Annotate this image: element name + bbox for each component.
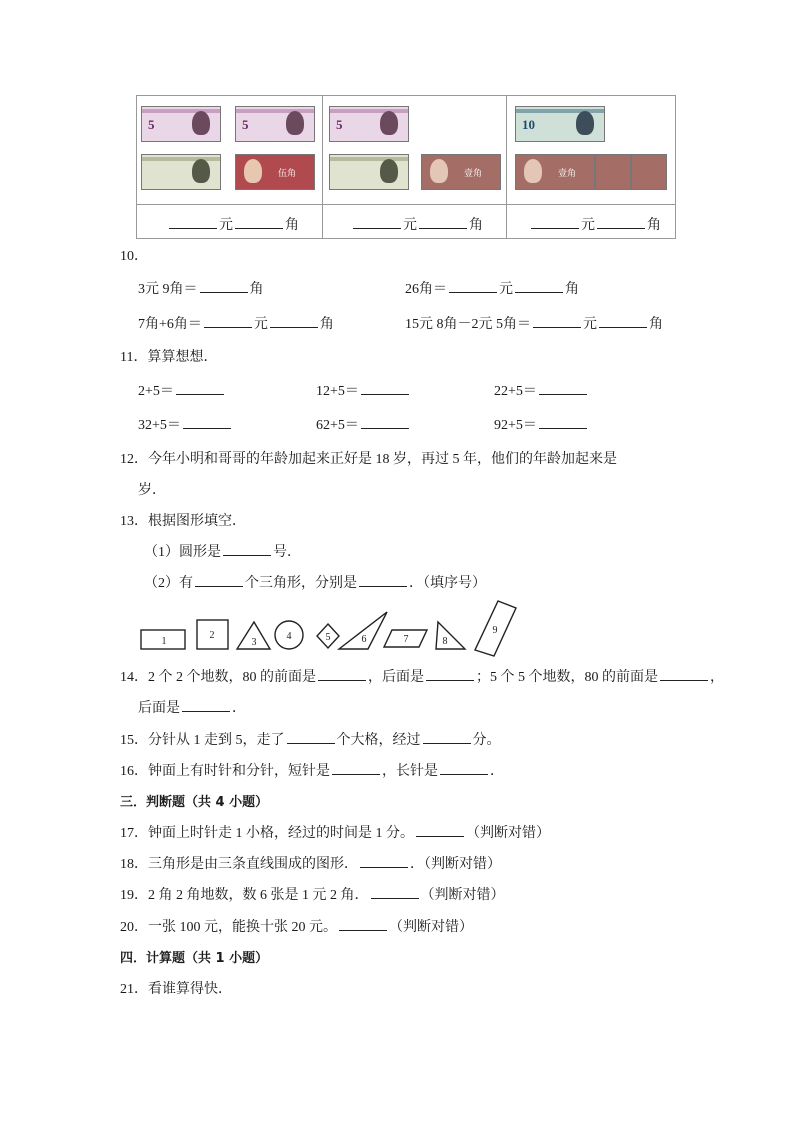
answer-blank[interactable] (204, 326, 252, 328)
question-10d: 15元 8角－2元 5角＝ 元 角 (405, 317, 663, 332)
answer-blank[interactable] (353, 227, 401, 229)
table-divider (322, 96, 323, 238)
answer-blank[interactable] (426, 679, 474, 681)
answer-blank[interactable] (361, 427, 409, 429)
answer-blank[interactable] (235, 227, 283, 229)
question-10b: 26角＝ 元 角 (405, 282, 579, 297)
question-16: 16．钟面上有时针和分针，短针是 ，长针是 ． (120, 764, 504, 779)
money-table (136, 95, 676, 239)
answer-blank[interactable] (660, 679, 708, 681)
question-11-item: 22+5＝ (494, 383, 589, 401)
money-answer-3: 元 角 (529, 214, 661, 234)
question-12-line2: 岁． (138, 483, 166, 498)
table-divider (137, 204, 675, 205)
banknote-1-jiao-partial (595, 154, 631, 190)
banknote-1-jiao: 壹角 (515, 154, 595, 190)
answer-blank[interactable] (440, 773, 488, 775)
answer-blank[interactable] (533, 326, 581, 328)
answer-blank[interactable] (361, 393, 409, 395)
answer-blank[interactable] (371, 897, 419, 899)
table-divider (506, 96, 507, 238)
answer-blank[interactable] (270, 326, 318, 328)
banknote-5-jiao: 伍角 (235, 154, 315, 190)
question-10-number: 10． (120, 249, 148, 264)
question-11-item: 12+5＝ (316, 383, 411, 401)
shape-label: 7 (403, 634, 409, 645)
answer-blank[interactable] (182, 710, 230, 712)
question-11-title: 11．算算想想． (120, 350, 218, 365)
question-19: 19．2 角 2 角地数，数 6 张是 1 元 2 角． （判断对错） (120, 888, 505, 903)
banknote-1-jiao-partial (631, 154, 667, 190)
shape-triangle (436, 622, 465, 649)
answer-blank[interactable] (531, 227, 579, 229)
question-13-title: 13．根据图形填空． (120, 514, 246, 529)
question-20: 20．一张 100 元，能换十张 20 元。 （判断对错） (120, 920, 473, 935)
answer-blank[interactable] (416, 835, 464, 837)
section-3-heading: 三．判断题（共 4 小题） (120, 795, 269, 810)
shape-label: 9 (492, 625, 498, 636)
shapes-figure (138, 598, 522, 662)
question-14-line2: 后面是 ． (138, 701, 246, 716)
answer-blank[interactable] (423, 742, 471, 744)
shape-label: 8 (442, 636, 448, 647)
answer-blank[interactable] (599, 326, 647, 328)
answer-blank[interactable] (332, 773, 380, 775)
question-12-line1: 12．今年小明和哥哥的年龄加起来正好是 18 岁，再过 5 年，他们的年龄加起来是 (120, 452, 617, 467)
answer-blank[interactable] (195, 585, 243, 587)
shape-label: 3 (251, 637, 257, 648)
answer-blank[interactable] (339, 929, 387, 931)
question-11-item: 32+5＝ (138, 417, 233, 435)
question-17: 17．钟面上时针走 1 小格，经过的时间是 1 分。 （判断对错） (120, 826, 550, 841)
answer-blank[interactable] (359, 585, 407, 587)
banknote-1-yuan (141, 154, 221, 190)
section-4-heading: 四．计算题（共 1 小题） (120, 951, 269, 966)
shape-label: 6 (361, 634, 367, 645)
shape-label: 1 (161, 636, 167, 647)
banknote-5-yuan: 5 (141, 106, 221, 142)
banknote-1-jiao: 壹角 (421, 154, 501, 190)
answer-blank[interactable] (360, 866, 408, 868)
question-10a: 3元 9角＝ 角 (138, 282, 264, 297)
banknote-10-yuan: 10 (515, 106, 605, 142)
question-10c: 7角+6角＝ 元 角 (138, 317, 334, 332)
question-11-item: 62+5＝ (316, 417, 411, 435)
banknote-5-yuan: 5 (235, 106, 315, 142)
answer-blank[interactable] (183, 427, 231, 429)
shape-label: 5 (325, 632, 331, 643)
answer-blank[interactable] (597, 227, 645, 229)
question-13-part1: （1）圆形是 号． (144, 545, 301, 560)
question-15: 15．分针从 1 走到 5，走了 个大格，经过 分。 (120, 733, 501, 748)
answer-blank[interactable] (318, 679, 366, 681)
shape-label: 4 (286, 631, 292, 642)
question-13-part2: （2）有 个三角形，分别是 ．（填序号） (144, 576, 486, 591)
answer-blank[interactable] (223, 554, 271, 556)
banknote-5-yuan: 5 (329, 106, 409, 142)
answer-blank[interactable] (176, 393, 224, 395)
question-11-item: 92+5＝ (494, 417, 589, 435)
question-11-item: 2+5＝ (138, 383, 226, 401)
answer-blank[interactable] (419, 227, 467, 229)
money-answer-2: 元 角 (351, 214, 483, 234)
shape-label: 2 (209, 630, 215, 641)
answer-blank[interactable] (449, 291, 497, 293)
question-14-line1: 14．2 个 2 个地数，80 的前面是 ，后面是 ；5 个 5 个地数，80 的前面是 ， (120, 670, 724, 685)
answer-blank[interactable] (200, 291, 248, 293)
answer-blank[interactable] (169, 227, 217, 229)
answer-blank[interactable] (287, 742, 335, 744)
answer-blank[interactable] (539, 427, 587, 429)
banknote-1-yuan (329, 154, 409, 190)
answer-blank[interactable] (539, 393, 587, 395)
answer-blank[interactable] (515, 291, 563, 293)
question-21: 21．看谁算得快． (120, 982, 232, 997)
money-answer-1: 元 角 (167, 214, 299, 234)
question-18: 18．三角形是由三条直线围成的图形． ．（判断对错） (120, 857, 501, 872)
